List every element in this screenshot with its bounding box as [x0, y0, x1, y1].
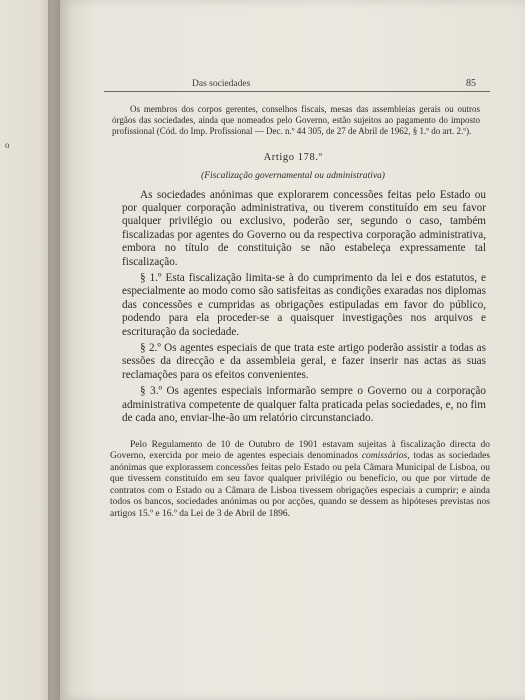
- preliminary-note: Os membros dos corpos gerentes, conselhos fiscais, mesas das assembleias gerais ou outros órgãos das sociedades, ainda que nomeados pelo Governo, estão sujeitos ao pagamento do imposto profissional (Cód. do Imp. Profissional — Dec. n.º 44 305, de 27 de Abril de 1962, § 1.º do art. 2.º).: [112, 104, 480, 137]
- page-content: [86, 78, 490, 521]
- footnote-italic-term: comissários: [361, 451, 408, 462]
- page-number: 85: [466, 78, 476, 89]
- footnote: [110, 440, 490, 521]
- article-paragraph: § 1.º Esta fiscalização limita-se à do cumprimento da lei e dos estatutos, e especialmente ao modo como são satisfeitas as condições exaradas nos diplomas das concessões e cumpridas as obrigações estipuladas em favor do público, podendo para ela proceder-se a quaisquer investigações nos arquivos e escrituração da sociedade.: [122, 272, 486, 338]
- article-subtitle: (Fiscalização governamental ou administrativa): [201, 170, 385, 181]
- article-paragraph: § 2.º Os agentes especiais de que trata este artigo poderão assistir a todas as sessões da direcção e da assembleia geral, e fazer inserir nas actas as suas reclamações para os efeitos convenientes.: [122, 342, 486, 381]
- left-page-edge-mark: o: [5, 140, 10, 150]
- article-title: Artigo 178.º: [263, 151, 323, 163]
- article-paragraph: As sociedades anónimas que explorarem concessões feitas pelo Estado ou por qualquer corporação administrativa, ou tiverem constituído em seu favor qualquer privilégio ou exclusivo, poderão ser, segundo o caso, também fiscalizadas por agentes do Governo ou da respectiva corporação administrativa, embora no título de constituição se não estabeleça expressamente tal fiscalização.: [122, 188, 486, 268]
- footnote-text-end: , todas as sociedades anónimas que explorassem concessões feitas pelo Estado ou pela Câmara Municipal de Lisboa, ou que tivessem constituído em seu favor qualquer privilégio ou benefício, ou que por virtude de contratos com o Estado ou a Câmara de Lisboa tivessem obrigações especiais a cumprir; e ainda todos os bancos, sociedades anónimas ou por acções, quando se dessem as hipóteses previstas nos artigos 15.º e 16.º da Lei de 3 de Abril de 1896.: [110, 451, 490, 520]
- running-header: [104, 78, 490, 92]
- article-body: [122, 189, 486, 426]
- book-page: [60, 0, 525, 700]
- footnote-paragraph: [110, 440, 490, 521]
- running-title: Das sociedades: [192, 79, 251, 89]
- footnote-text-start: Pelo Regulamento de 10 de Outubro de 1901 estavam sujeitas à fiscalização directa do Governo, exercida por meio de agentes especiais denominados: [110, 439, 490, 462]
- article-paragraph: § 3.º Os agentes especiais informarão sempre o Governo ou a corporação administrativa competente de qualquer falta praticada pelas sociedades, e, no fim de cada ano, enviar-lhe-ão um relatório circunstanciado.: [122, 385, 486, 425]
